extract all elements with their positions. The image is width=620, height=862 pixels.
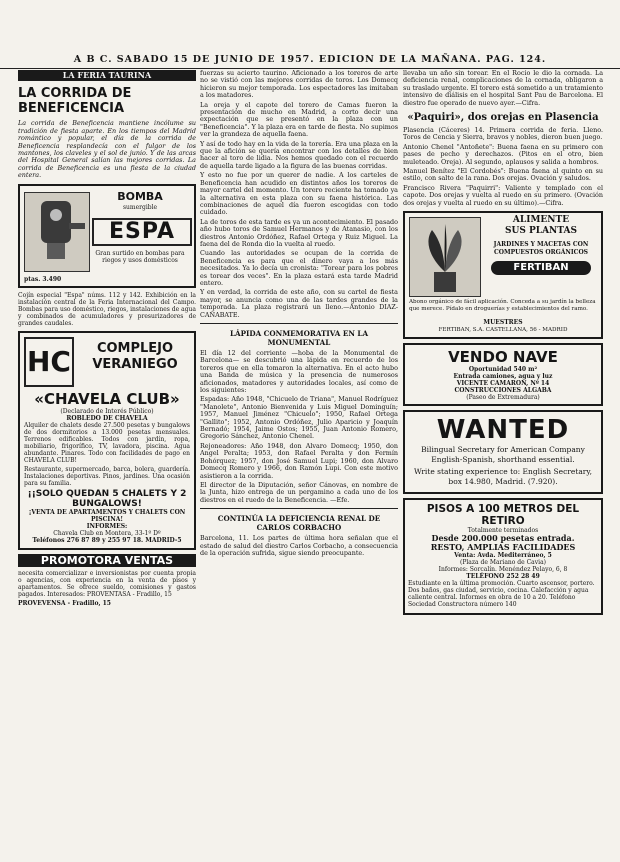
promotora-body: necesita comercializar e inversionistas por cuenta propia o agencias, con experiencia en la venta de pisos y apartamentos. Se ofrece sueldo, comisiones y gastos pagados. Interesados: PROVENTASA - Fradillo, 15 (18, 570, 196, 599)
ad-fertiban (403, 211, 603, 339)
chavela-contact: Chavela Club en Montera, 33-1º Dº (53, 529, 161, 537)
section-banner: LA FERIA TAURINA (18, 70, 196, 81)
nave-l3: VICENTE CAMARON, Nº 14 (456, 380, 550, 388)
column-middle (200, 70, 398, 855)
pisos-l6: Informes: Sorcalín. Menéndez Pelayo, 6, 8 (438, 566, 568, 574)
article-title: LA CORRIDA DE BENEFICENCIA (18, 86, 132, 117)
col2-paragraph: La de toros de esta tarde es ya un acontecimiento. El pasado año hubo toros de Samuel Hermanos y de Atanasio, con los diestros Antonio Ordóñez, Rafael Ortega y Ruiz Miguel. La faena del de Ronda dio la vuelta al ruedo. (200, 217, 398, 248)
pisos-l2: Desde 200.000 pesetas entrada. (431, 533, 575, 544)
pisos-l5: (Plaza de Mariano de Cavia) (460, 559, 546, 567)
col2-paragraph: Cuando las autoridades se ocupan de la corrida de Beneficencia es para que el dinero vaya a los más necesitados. Ya lo decía un cronista: "Torear para los pobres es torear dos veces". En la plaza estará esta tarde Madrid entero. (200, 249, 398, 287)
fertiban-text: Abono orgánico de fácil aplicación. Conceda a su jardín la belleza que merece. Pídalo en droguerías y establecimientos del ramo. (409, 299, 596, 312)
corbacho-paragraph: Barcelona, 11. Los partes de última hora señalan que el estado de salud del diestro Carlos Corbacho, a consecuencia de la operación sufrida, sigue siendo preocupante. (200, 534, 398, 557)
chavela-line1: COMPLEJO (96, 340, 174, 356)
paquiri-paragraph: Antonio Chenel "Antoñete": Buena faena en su primero con pases de pecho y derechazos. (Pitos en el otro, bien muleteado. Oreja). Al segundo, aplausos y salida a hombros. (403, 142, 603, 166)
divider (200, 323, 398, 324)
paquiri-paragraph: Plasencia (Cáceres) 14. Primera corrida de feria. Lleno. Toros de Cencia y Sierra, bravos y nobles, dieron buen juego. (403, 126, 603, 142)
nave-l5: (Paseo de Extremadura) (466, 394, 540, 402)
nave-l1: Oportunidad 540 m² (468, 366, 538, 374)
pisos-text: Estudiante en la última promoción. Cuarto ascensor, portero. Dos baños, gas ciudad, servicio, cocina. Calefacción y agua caliente central. Informes en obra de 10 a 20. Teléfono Sociedad Constructora número 140 (408, 580, 595, 609)
column-left (18, 70, 196, 855)
fertiban-l4: COMPUESTOS ORGÁNICOS (493, 249, 589, 257)
ad-vendo-nave (403, 343, 603, 406)
corbacho-heading: CONTINÚA LA DEFICIENCIA RENAL DE CARLOS CORBACHO (217, 514, 381, 532)
col2-paragraph: La oreja y el capote del torero de Camas fueron la presentación de mucho en Madrid, a corto decir una expectación que se presentó en la plaza con un "Beneficencia". Y la plaza era en tarde de fiesta. No supimos ver la grandeza de aquella faena. (200, 100, 398, 139)
fertiban-logo: FERTIBAN (491, 261, 591, 275)
pump-price: ptas. 3.490 (24, 275, 62, 283)
pump-text: Cojín especial "Espa" núms. 112 y 142. Exhibición en la instalación central de la Feria Internacional del Campo. Bombas para uso doméstico, riegos, instalaciones de agua y combinados de acumuladores y presurizadores de grandes caudales. (18, 291, 196, 327)
ad-pisos-retiro (403, 498, 603, 615)
chavela-declared: (Declarado de Interés Público) (60, 407, 154, 415)
fertiban-l5: MUESTRES (483, 319, 523, 327)
hc-logo: HC (24, 337, 74, 387)
lapida-paragraph: Espadas: Año 1948, "Chicuelo de Triana", Manuel Rodríguez "Manolete", Antonio Bienvenida y Luis Miguel Dominguín; 1957, Manuel Jiménez "Chicuelo"; 1950, Rafael Ortega "Gallito"; 1952, Antonio Ordóñez, Julio Aparicio y Joaquín Bernadó; 1954, Jaime Ostos; 1955, Juan Antonio Romero, Gregorio Sánchez, Antonio Chenel. (200, 395, 398, 441)
col2-paragraph: Y en verdad, la corrida de este año, con su cartel de fiesta mayor, se anuncia como una de las tardes grandes de la temporada. La plaza registrará un lleno.—Antonio DIAZ-CAÑABATE. (200, 288, 398, 319)
promotora-footer: PROVEVENSA - Fradillo, 15 (18, 600, 111, 608)
lapida-paragraph: Rejoneadores: Año 1948, don Alvaro Domecq; 1950, don Angel Peralta; 1953, don Rafael Peralta y don Fermín Bohórquez; 1957, don José Samuel Lupi; 1960, don Alvaro Domecq Romero y 1966, don Ramón Lupi. Con este motivo asistieron a la corrida. (200, 441, 398, 480)
chavela-phones: Teléfonos 276 87 89 y 255 97 18. MADRID-5 (32, 536, 182, 544)
pump-subtitle: sumergible (122, 203, 158, 211)
chavela-body: Alquiler de chalets desde 27.500 pesetas y bungalows de dos dormitorios a 13.000 pesetas mensuales. Terrenos edificables. Todos con jardín, ropa, mobiliario, frigorífico, TV, lavadora, piscina. Agua abundante. Pinares. Todo con facilidades de pago en CHAVELA CLUB! (24, 421, 190, 464)
col3-paragraph: llevaba un año sin torear. En el Rocío le dio la cornada. La deficiencia renal, complicaciones de la cornada, obligaron a su traslado urgente. El torero está sometido a un tratamiento intensivo de diálisis en el hospital Sant Pau de Barcelona. El diestro fue operado de nuevo ayer.—Cifra. (403, 70, 603, 107)
chavela-shout1: ¡¡SOLO QUEDAN 5 CHALETS Y 2 BUNGALOWS! (27, 488, 187, 509)
chavela-line2: VERANIEGO (92, 356, 178, 372)
pisos-l4: Venta: Avda. Mediterráneo, 5 (454, 552, 552, 560)
pisos-l7: TELÉFONO 252 28 49 (466, 573, 540, 581)
plant-image (409, 217, 481, 297)
paquiri-paragraph: Manuel Benítez "El Cordobés": Buena faena al quinto en su estilo, con salto de la rana. Dos orejas. Ovación y saludos. (403, 167, 603, 183)
paquiri-heading: «Paquiri», dos orejas en Plasencia (407, 112, 599, 124)
lapida-paragraph: El director de la Diputación, señor Cánovas, en nombre de la Junta, hizo entrega de un pergamino a cada uno de los diestros en el ruedo de la Beneficencia. —Efe. (200, 480, 398, 504)
promotora-title: PROMOTORA VENTAS (18, 554, 196, 567)
col2-paragraph: Y esto no fue por un querer de nadie. A los carteles de Beneficencia han acudido en distintos años los toreros de mayor cartel del momento. Un torero reciente ha tomado ya la alternativa en esta plaza con su faena histórica. Las combinaciones de aquel día fueron escogidas con todo cuidado. (200, 171, 398, 217)
wanted-body2: Write stating experience to: English Secretary, box 14.980, Madrid. (7.920). (413, 467, 593, 487)
pisos-l3: RESTO, AMPLIAS FACILIDADES (430, 542, 576, 553)
chavela-shout2: ¡VENTA DE APARTAMENTOS Y CHALETS CON PISCINA! (28, 508, 186, 523)
pump-title: BOMBA (117, 189, 163, 203)
ad-chavela-club (18, 331, 196, 550)
fertiban-l1: ALIMENTE (512, 215, 570, 226)
divider (200, 508, 398, 509)
wanted-body: Bilingual Secretary for American Company English-Spanish, shorthand essential. (421, 445, 585, 465)
nave-l4: CONSTRUCCIONES ALGABA (454, 387, 552, 395)
pump-image (24, 192, 90, 272)
col2-paragraph: Y así de todo hay en la vida de la torería. Era una plaza en la que la afición se quería encontrar con los detalles de bien hacer al toro de lidia. Nos hemos quedado con el recuerdo de aquella tarde ligado a la figura de las buenas corridas. (200, 139, 398, 170)
col2-paragraph: fuerzas su acierto taurino. Aficionado a los toreros de arte no se vistió con las mejores corridas de toros. Los Domecq hicieron su mejor temporada. Los espectadores las imitaban a los matadores. (200, 70, 398, 100)
page-header: A B C. SABADO 15 DE JUNIO DE 1957. EDICION DE LA MAÑANA. PAG. 124. (0, 54, 620, 69)
lapida-heading: LÁPIDA CONMEMORATIVA EN LA MONUMENTAL (229, 329, 369, 347)
chavela-name: «CHAVELA CLUB» (34, 389, 180, 408)
fertiban-l2: SUS PLANTAS (505, 226, 577, 237)
espa-logo: ESPA (92, 218, 192, 246)
ad-wanted (403, 410, 603, 494)
fertiban-l6: FERTIBAN, S.A. CASTELLANA, 56 - MADRID (438, 327, 568, 334)
nave-l2: Entrada camiones, agua y luz (453, 373, 553, 381)
chavela-info-label: INFORMES: (86, 522, 128, 530)
pisos-l1: Totalmente terminados (467, 527, 539, 535)
wanted-title: WANTED (436, 415, 570, 446)
nave-title: VENDO NAVE (448, 348, 558, 367)
column-right (403, 70, 603, 855)
chavela-body2: Restaurante, supermercado, barca, bolera, guardería. Instalaciones deportivas. Pinos, jardines. Una ocasión para su familia. (24, 465, 190, 487)
ad-espa-pump (18, 184, 196, 288)
article-lead: La corrida de Beneficencia mantiene incólume su tradición de fiesta aparte. En los tiempos del Madrid romántico y popular, el día de la corrida de Beneficencia resplandecía con el fulgor de los mantones, los claveles y el sol de junio. Y de las arcas del Hospital General salían las mejores corridas. La corrida de Beneficencia es una fiesta de la ciudad entera. (18, 119, 196, 180)
pump-icon (25, 193, 89, 271)
pump-caption: Gran surtido en bombas para riegos y usos domésticos (95, 249, 185, 264)
pisos-title: PISOS A 100 METROS DEL RETIRO (426, 503, 580, 528)
fertiban-l3: JARDINES Y MACETAS CON (493, 241, 589, 249)
paquiri-paragraph: Francisco Rivera "Paquirri": Valiente y templado con el capote. Dos orejas y vuelta al ruedo en su primero. (Ovación dos orejas y vuelta al ruedo en su último).—Cifra. (403, 183, 603, 207)
lapida-paragraph: El día 12 del corriente —hoba de la Monumental de Barcelona— se descubrió una lápida en recuerdo de los toreros que en ella tomaron la alternativa. En el acto hubo una Banda de música y la presencia de numerosos aficionados, matadores y autoridades locales, así como de los siguientes: (200, 349, 398, 395)
plant-icon (410, 218, 480, 296)
chavela-place: ROBLEDO DE CHAVELA (66, 414, 148, 422)
